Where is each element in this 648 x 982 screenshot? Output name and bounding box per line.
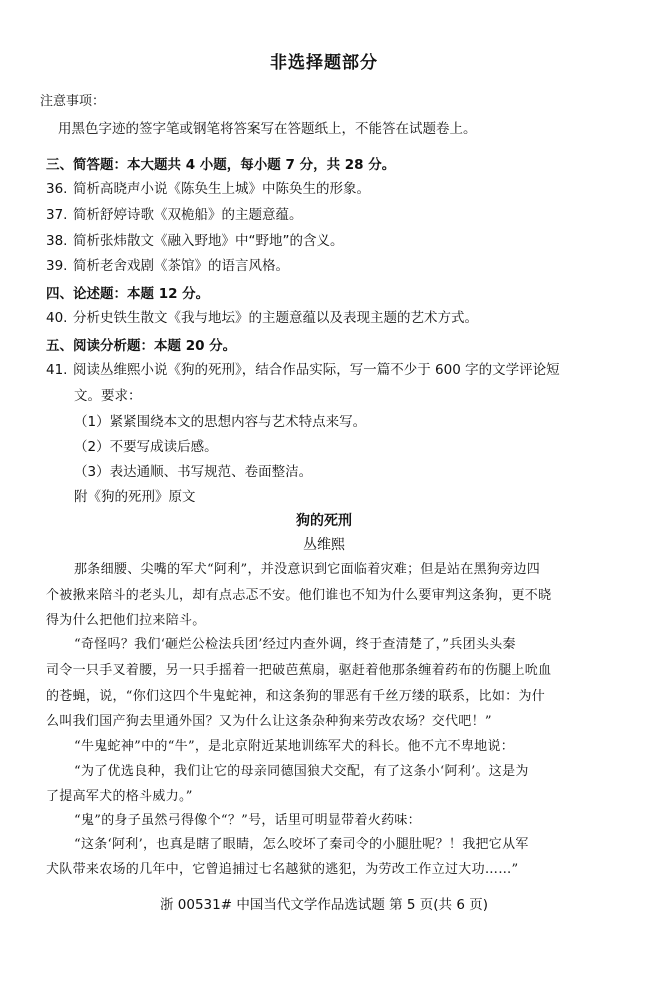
story-line: “这条‘阿利’，也真是瞎了眼睛，怎么咬坏了秦司令的小腿肚呢？！我把它从军: [74, 837, 529, 852]
question-number: 36.: [46, 181, 68, 197]
question-text: 分析史铁生散文《我与地坛》的主题意蕴以及表现主题的艺术方式。: [73, 310, 478, 326]
page-title: 非选择题部分: [270, 53, 378, 73]
question-text: 简析舒婷诗歌《双桅船》的主题意蕴。: [73, 207, 303, 223]
story-line: 那条细腰、尖嘴的军犬“阿利”，并没意识到它面临着灾难；但是站在黑狗旁边四: [74, 562, 541, 577]
story-line: 了提高军犬的格斗威力。”: [46, 789, 193, 804]
story-line: “牛鬼蛇神”中的“牛”，是北京附近某地训练军犬的科长。他不亢不卑地说：: [74, 739, 515, 754]
story-line: 么叫我们国产狗去里通外国？又为什么让这条杂种狗来劳改农场？交代吧！”: [46, 714, 492, 729]
story-line: “为了优选良种，我们让它的母亲同德国狼犬交配，有了这条小‘阿利’。这是为: [74, 764, 529, 779]
requirement-3: （3）表达通顺、书写规范、卷面整洁。: [74, 464, 313, 480]
page-footer: 浙 00531# 中国当代文学作品选试题 第 5 页(共 6 页): [159, 897, 488, 913]
question-38: [46, 229, 344, 249]
question-number: 41.: [46, 362, 68, 378]
question-text: 简析老舍戏剧《茶馆》的语言风格。: [73, 258, 289, 274]
story-line: “奇怪吗？我们‘砸烂公检法兵团’经过内查外调，终于查清楚了，”兵团头头秦: [74, 637, 516, 652]
question-36: [46, 177, 370, 197]
requirement-1: （1）紧紧围绕本文的思想内容与艺术特点来写。: [74, 414, 367, 430]
section-3-heading: 三、简答题：本大题共 4 小题，每小题 7 分，共 28 分。: [46, 157, 396, 173]
story-line: 犬队带来农场的几年中，它曾追捕过七名越狱的逃犯，为劳改工作立过大功……”: [46, 862, 519, 877]
question-40: [46, 306, 478, 326]
section-5-heading: 五、阅读分析题：本题 20 分。: [46, 338, 237, 354]
requirement-2: （2）不要写成读后感。: [74, 439, 218, 455]
question-number: 40.: [46, 310, 68, 326]
story-title: 狗的死刑: [296, 513, 352, 529]
question-number: 37.: [46, 207, 68, 223]
question-39: [46, 254, 289, 274]
question-text: 简析高晓声小说《陈奂生上城》中陈奂生的形象。: [73, 181, 370, 197]
question-37: [46, 203, 303, 223]
question-41-continuation: 文。要求：: [74, 388, 142, 404]
question-number: 39.: [46, 258, 68, 274]
question-text: 阅读丛维熙小说《狗的死刑》，结合作品实际，写一篇不少于 600 字的文学评论短: [73, 362, 560, 378]
question-text: 简析张炜散文《融入野地》中“野地”的含义。: [73, 233, 344, 249]
question-41: [46, 358, 560, 378]
section-4-heading: 四、论述题：本题 12 分。: [46, 286, 210, 302]
story-line: 个被揪来陪斗的老头儿，却有点忐忑不安。他们谁也不知为什么要审判这条狗，更不晓: [46, 588, 552, 603]
question-number: 38.: [46, 233, 68, 249]
story-author: 丛维熙: [303, 537, 345, 553]
story-line: 的苍蝇，说，“你们这四个牛鬼蛇神，和这条狗的罪恶有千丝万缕的联系，比如：为什: [46, 689, 546, 704]
notice-text: 用黑色字迹的签字笔或钢笔将答案写在答题纸上，不能答在试题卷上。: [58, 121, 477, 137]
story-line: “鬼”的身子虽然弓得像个“？”号，话里可明显带着火药味：: [74, 813, 421, 828]
story-line: 得为什么把他们拉来陪斗。: [46, 613, 206, 628]
notice-label: 注意事项：: [40, 94, 106, 109]
attachment-note: 附《狗的死刑》原文: [74, 489, 196, 505]
story-line: 司令一只手叉着腰，另一只手摇着一把破芭蕉扇，驱赶着他那条缠着药布的伤腿上吮血: [46, 663, 552, 678]
